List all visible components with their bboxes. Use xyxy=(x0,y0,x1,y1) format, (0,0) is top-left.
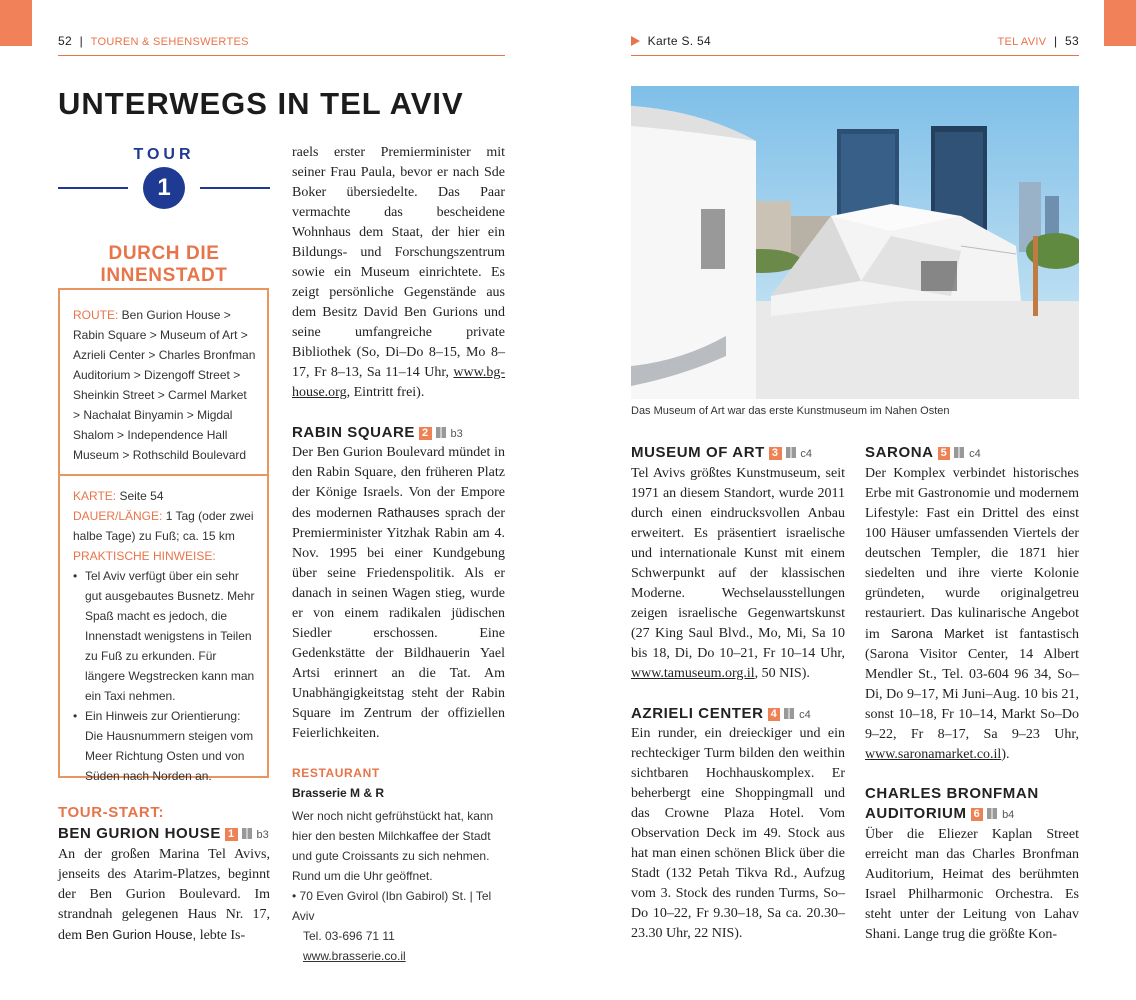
section-label-right: TEL AVIV xyxy=(997,36,1047,48)
map-reference-label: Karte S. 54 xyxy=(647,34,711,48)
azrieli-paragraph: Ein runder, ein dreieckiger und ein rechteckiger Turm bilden den weithin sichtbaren Hochhauskomplex. Er beherbergt eine Shoppingmall und das Crowne Plaza Hotel. Vom Observation Deck im 49. Stock aus hat man einen schönen Blick über die Stadt (132 Petah Tikva Rd., Aufzug vom 3. Stock des runden Turms, So–Do 10–22, Fr 9.30–18, Sa ca. 20.30–23.30 Uhr, 22 NIS). xyxy=(631,726,845,941)
text-run: ist fantastisch (Sarona Visitor Center, 14 Albert Mendler St., Tel. 03-604 96 34, So–Di, Do 9–17, Mi Juni–Aug. 10 bis 21, sonst 10–18, Fr 10–14, Markt So–Do 9–22, Fr 8–17, Sa 9–23 Uhr, xyxy=(865,627,1080,742)
rabin-text xyxy=(292,443,505,744)
azrieli-heading xyxy=(631,704,811,725)
map-book-icon xyxy=(987,808,997,819)
dauer-line xyxy=(73,506,256,546)
right-corner-tab xyxy=(1104,0,1136,46)
restaurant-name: Brasserie M & R xyxy=(292,786,385,800)
ben-gurion-title: BEN GURION HOUSE xyxy=(58,825,221,842)
grid-reference: b3 xyxy=(450,428,463,440)
sight-number-badge: 2 xyxy=(419,427,432,440)
page-number-right: 53 xyxy=(1065,34,1079,48)
grid-reference: c4 xyxy=(969,448,981,460)
sarona-title: SARONA xyxy=(865,444,934,461)
map-book-icon xyxy=(784,708,794,719)
tour-number: 1 xyxy=(143,167,185,209)
museum-heading xyxy=(631,443,812,464)
map-reference[interactable] xyxy=(631,34,711,54)
sarona-text xyxy=(865,464,1079,765)
arrow-icon xyxy=(631,36,640,46)
bronfman-title-line1: CHARLES BRONFMAN xyxy=(865,785,1039,802)
tour-badge-rule-left xyxy=(58,187,128,189)
right-running-head: TEL AVIV | 53 xyxy=(997,34,1079,48)
text-run: Tel Avivs größtes Kunstmuseum, seit 1971 an diesem Standort, wurde 2011 durch einen eindrucksvollen Anbau erweitert. Es präsentiert israelische und internationale Kunst mit einem Schwerpunkt auf der klassischen Moderne. Wechselausstellungen zeigen israelische Gegenwartskunst (27 King Saul Blvd., Mo, Mi, Sa 10 bis 18, Di, Do 10–21, Fr 10–14 Uhr, xyxy=(631,466,845,661)
hinweis-item: • Tel Aviv verfügt über ein sehr gut ausgebautes Busnetz. Mehr Spaß macht es jedoch, die Innenstadt wenigstens in Teilen zu Fuß zu erkunden. Für längere Wegstrecken kann man ein Taxi nehmen. xyxy=(73,566,256,706)
restaurant-text: Wer noch nicht gefrühstückt hat, kann hier den besten Milchkaffee der Stadt und gute Croissants zu sich nehmen. Rund um die Uhr geöffnet. xyxy=(292,809,494,883)
azrieli-title: AZRIELI CENTER xyxy=(631,705,764,722)
map-book-icon xyxy=(242,828,252,839)
tour-badge-rule-right xyxy=(200,187,270,189)
tour-badge xyxy=(58,146,270,216)
bold-term: Ben Gurion House, xyxy=(85,927,197,942)
text-run: Der Komplex verbindet historisches Erbe mit Gastronomie und modernem Lifestyle: Fast ein Drittel des einst 100 Häuser umfassenden Viertels der deutschen Templer, die 1871 hier siedelten und ihre vierte Kolonie gründeten, wurde originalgetreu restauriert. Das kulinarische Angebot im xyxy=(865,466,1079,642)
route-text: Ben Gurion House > Rabin Square > Museum of Art > Azrieli Center > Charles Bronfman Auditorium > Dizengoff Street > Sheinkin Street > Carmel Market > Nachalat Binyamin > Migdal Shalom > Independence Hall Museum > Rothschild Boulevard xyxy=(73,308,256,462)
karte-line xyxy=(73,486,256,506)
text-run: An der großen Marina Tel Avivs, jenseits des Atarim-Platzes, beginnt der Ben Gurion Boulevard. Im strandnah gelegenen Haus Nr. 17, dem xyxy=(58,847,270,943)
hinweis-item: • Ein Hinweis zur Orientierung: Die Hausnummern steigen vom Meer Richtung Osten und von Süden nach Norden an. xyxy=(73,706,256,786)
museum-photo xyxy=(631,86,1079,399)
practical-block xyxy=(73,486,256,786)
hinweise-list xyxy=(73,566,256,786)
text-run: Der Ben Gurion Boulevard mündet in den Rabin Square, den früheren Platz der Könige Israels. Von der Empore des modernen xyxy=(292,445,505,521)
dauer-label: DAUER/LÄNGE: xyxy=(73,509,163,523)
text-run: lebte Is- xyxy=(196,928,246,943)
left-running-head: 52 | TOUREN & SEHENSWERTES xyxy=(58,34,249,48)
tamuseum-link[interactable]: www.tamuseum.org.il xyxy=(631,666,755,681)
restaurant-address: 70 Even Gvirol (Ibn Gabirol) St. | Tel Aviv xyxy=(292,889,492,923)
tour-start-label: TOUR-START: xyxy=(58,804,165,821)
page-title: UNTERWEGS IN TEL AVIV xyxy=(58,86,464,121)
grid-reference: b3 xyxy=(256,829,269,841)
section-label-left: TOUREN & SEHENSWERTES xyxy=(90,36,249,48)
route-label: ROUTE: xyxy=(73,308,119,322)
restaurant-tel: Tel. 03-696 71 11 xyxy=(303,929,395,943)
bronfman-heading xyxy=(865,784,1039,825)
photo-caption: Das Museum of Art war das erste Kunstmuseum im Nahen Osten xyxy=(631,405,950,417)
restaurant-label: RESTAURANT xyxy=(292,766,380,780)
bold-term: Rathauses xyxy=(377,505,440,520)
karte-text: Seite 54 xyxy=(116,489,164,503)
restaurant-address-line: • 70 Even Gvirol (Ibn Gabirol) St. | Tel Aviv xyxy=(292,889,492,923)
page-number-left: 52 xyxy=(58,34,72,48)
text-run: raels erster Premierminister mit seiner Frau Paula, bevor er nach Sde Boker übersiedelte. Das Paar vermachte das bescheidene Wohnhaus dem Staat, der hier ein Bildungs- und Forschungszentrum sowie ein Museum einrichtete. Es zeigt persönliche Gegenstände aus dem Besitz David Ben Gurions und seine umfangreiche private Bibliothek (So, Di–Do 8–15, Mo 8–17, Fr 8–13, Sa 11–14 Uhr, xyxy=(292,145,505,380)
left-header-rule xyxy=(58,55,505,56)
bold-term: Sarona Market xyxy=(890,626,984,641)
sight-number-badge: 6 xyxy=(971,808,984,821)
grid-reference: c4 xyxy=(800,448,813,460)
ben-gurion-text xyxy=(58,845,270,946)
tour-info-box xyxy=(58,288,269,783)
restaurant-contact xyxy=(292,886,505,966)
ben-gurion-heading xyxy=(58,824,269,845)
right-header-rule xyxy=(631,55,1079,56)
map-book-icon xyxy=(436,427,446,438)
info-box-divider xyxy=(60,474,267,476)
map-book-icon xyxy=(786,447,796,458)
tour-word: TOUR xyxy=(133,146,195,163)
bronfman-title-line2: AUDITORIUM xyxy=(865,805,967,822)
text-run: sprach der Premierminister Yitzhak Rabin am 4. Nov. 1995 bei einer Kundgebung über seine Friedenspolitik. Als er danach in seinen Wagen stieg, wurde er von einem radikalen jüdischen Siedler erschossen. Eine Gedenkstätte der Bildhauerin Yael Artsi erinnert an die Tat. Am Unabhängigkeitstag steht der Rabin Square im Zentrum der offiziellen Feierlichkeiten. xyxy=(292,506,505,741)
left-corner-tab xyxy=(0,0,32,46)
museum-illustration xyxy=(631,86,1079,399)
ben-gurion-text-cont xyxy=(292,143,505,403)
text-run: , Eintritt frei). xyxy=(346,385,425,400)
bg-house-link[interactable]: www.bg-house.org xyxy=(292,365,505,400)
rabin-heading xyxy=(292,423,463,444)
azrieli-text xyxy=(631,724,845,944)
karte-label: KARTE: xyxy=(73,489,117,503)
sight-number-badge: 1 xyxy=(225,828,238,841)
dauer-text: 1 Tag (oder zwei halbe Tage) zu Fuß; ca. 15 km xyxy=(73,509,254,543)
tour-name: DURCH DIE INNENSTADT xyxy=(100,243,228,286)
sight-number-badge: 5 xyxy=(938,447,951,460)
restaurant-link[interactable]: www.brasserie.co.il xyxy=(303,949,406,963)
sight-number-badge: 4 xyxy=(768,708,781,721)
museum-title: MUSEUM OF ART xyxy=(631,444,765,461)
rabin-title: RABIN SQUARE xyxy=(292,424,416,441)
sarona-heading xyxy=(865,443,981,464)
grid-reference: c4 xyxy=(799,709,811,721)
hinweise-label: PRAKTISCHE HINWEISE: xyxy=(73,549,216,563)
saronamarket-link[interactable]: www.saronamarket.co.il xyxy=(865,747,1002,762)
bronfman-paragraph: Über die Eliezer Kaplan Street erreicht man das Charles Bronfman Auditorium, Heimat des berühmten Israel Philharmonic Orchestra. Es steht unter der Leitung von Lahav Shani. Lange trug die größte Kon- xyxy=(865,827,1079,942)
text-run: ). xyxy=(1001,747,1010,762)
sight-number-badge: 3 xyxy=(769,447,782,460)
route-block xyxy=(73,305,256,465)
bronfman-text xyxy=(865,825,1079,945)
text-run: , 50 NIS). xyxy=(754,666,810,681)
map-book-icon xyxy=(954,447,964,458)
museum-text xyxy=(631,464,845,684)
grid-reference: b4 xyxy=(1002,809,1015,821)
